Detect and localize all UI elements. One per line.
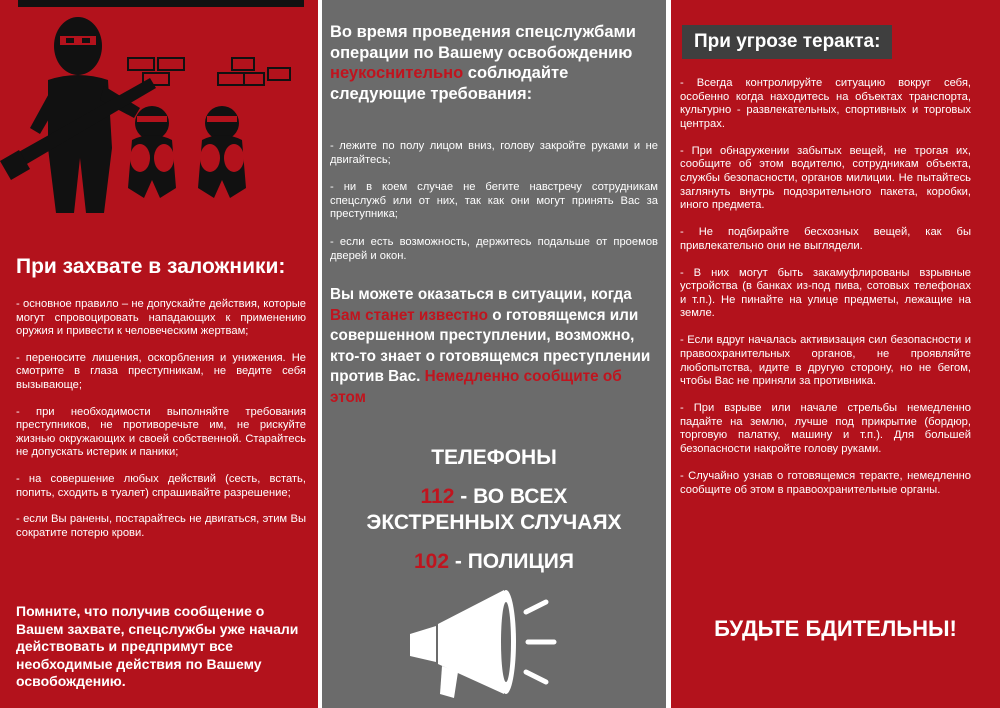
phone-label: - ВО ВСЕХ — [454, 485, 568, 508]
list-item: - Если вдруг началась активизация сил безопасности и правоохранительных органов, не проявляйте любопытства, идите в другую сторону, но не бегом, чтобы Вас не приняли за противника. — [680, 334, 971, 388]
phones-title: ТЕЛЕФОНЫ — [431, 446, 557, 469]
heading-accent: неукоснительно — [330, 64, 464, 83]
terror-threat-title: При угрозе теракта: — [682, 25, 892, 59]
list-item: - на совершение любых действий (сесть, встать, попить, сходить в туалет) спрашивайте разрешение; — [16, 472, 306, 499]
warning-text: Вы можете оказаться в ситуации, когда — [330, 286, 632, 303]
heading-text: Во время проведения спецслужбами операции по Вашему освобождению — [330, 23, 636, 62]
warning-accent: Немедленно сообщите об этом — [330, 368, 622, 406]
phone-number: 102 — [414, 550, 450, 573]
list-item: - если есть возможность, держитесь подальше от проемов дверей и окон. — [330, 235, 658, 262]
phone-emergency-label: ЭКСТРЕННЫХ СЛУЧАЯХ — [366, 511, 622, 534]
list-item: - если Вы ранены, постарайтесь не двигаться, этим Вы сократите потерю крови. — [16, 513, 306, 539]
megaphone-icon — [396, 582, 566, 702]
list-item: - При взрыве или начале стрельбы немедленно падайте на землю, лучше под прикрытие (бордюр, торговую палатку, машину и т.п.). Для большей безопасности накройте голову руками. — [680, 402, 971, 456]
list-item: - При обнаружении забытых вещей, не трогая их, сообщите об этом водителю, сотрудникам объекта, службы безопасности, органов милиции. Не пытайтесь заглянуть внутрь подозрительного пакета, коробки, иного предмета. — [680, 144, 971, 212]
top-dark-bar — [18, 0, 304, 7]
rescue-rules-list — [330, 140, 658, 277]
left-panel — [0, 0, 318, 708]
list-item: - ни в коем случае не бегите навстречу сотрудникам спецслужб или от них, так как они могут принять Вас за преступника; — [330, 181, 658, 221]
rescue-operation-heading — [330, 22, 660, 104]
list-item: - лежите по полу лицом вниз, голову закройте руками и не двигайтесь; — [330, 140, 658, 166]
phone-police — [322, 549, 666, 574]
phone-label: - ПОЛИЦИЯ — [449, 550, 574, 573]
list-item: - переносите лишения, оскорбления и унижения. Не смотрите в глаза преступникам, не ведите себя вызывающе; — [16, 351, 306, 391]
warning-text: о готовящемся или совершенном преступлении, возможно, кто-то знает о готовящемся преступлении против Вас. — [330, 306, 651, 385]
report-warning — [330, 285, 658, 408]
heading-text: соблюдайте следующие требования: — [330, 64, 569, 103]
terrorist-with-hostages-illustration — [0, 8, 318, 213]
hostage-section-title: При захвате в заложники: — [16, 255, 286, 278]
hostage-reminder: Помните, что получив сообщение о Вашем захвате, спецслужбы уже начали действовать и предпримут все необходимые действия по Вашему освобождению. — [16, 603, 299, 689]
list-item: - Всегда контролируйте ситуацию вокруг себя, особенно когда находитесь на объектах транспорта, культурно - развлекательных, спортивных и торговых центрах. — [680, 77, 971, 130]
list-item: - Не подбирайте бесхозных вещей, как бы привлекательно они не выглядели. — [680, 226, 971, 252]
list-item: - В них могут быть закамуфлированы взрывные устройства (в банках из-под пива, сотовых телефонах и т.п.). Не пинайте на улице предметы, лежащие на земле. — [680, 266, 971, 320]
list-item: - основное правило – не допускайте действия, которые могут спровоцировать нападающих к применению оружия и привести к человеческим жертвам; — [16, 298, 306, 338]
phone-emergency — [322, 484, 666, 509]
middle-panel — [322, 0, 666, 708]
phone-number: 112 — [420, 485, 455, 508]
list-item: - при необходимости выполняйте требования преступников, не противоречьте им, не рискуйте жизнью окружающих и своей собственной. Старайтесь не допускать истерик и паники; — [16, 405, 306, 459]
warning-accent: Вам станет известно — [330, 306, 489, 324]
hostage-rules-list — [16, 298, 306, 553]
right-panel — [671, 0, 1000, 708]
terror-rules-list — [680, 77, 971, 511]
list-item: - Случайно узнав о готовящемся теракте, немедленно сообщите об этом в правоохранительные органы. — [680, 470, 971, 496]
be-vigilant-slogan: БУДЬТЕ БДИТЕЛЬНЫ! — [714, 616, 957, 641]
